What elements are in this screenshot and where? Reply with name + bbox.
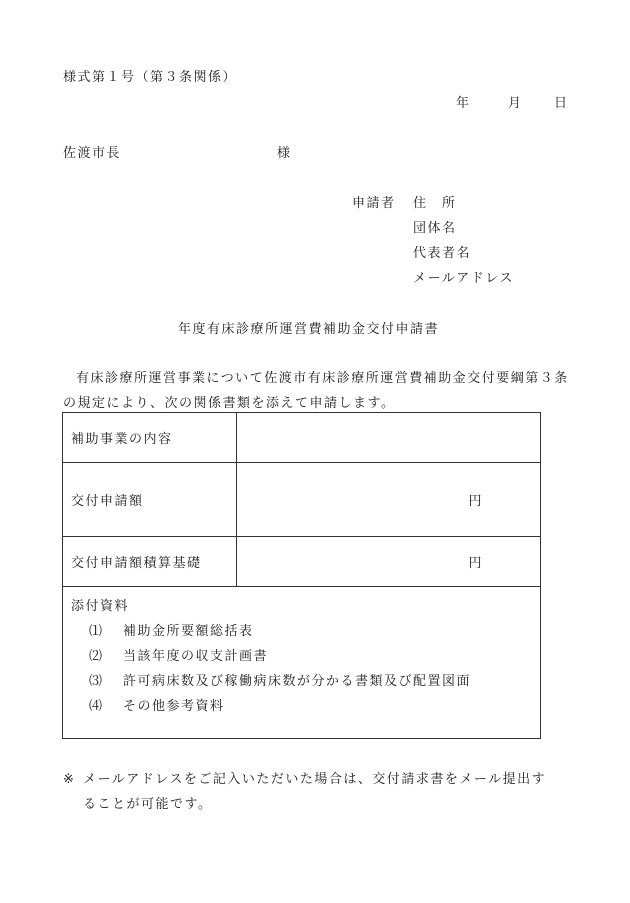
table-row: [63, 537, 541, 587]
applicant-email-label: メールアドレス: [413, 271, 514, 286]
list-item: [89, 645, 268, 664]
date-year-label: 年: [456, 96, 471, 111]
attachment-text: その他参考資料: [123, 699, 225, 714]
attachment-text: 補助金所要額総括表: [123, 624, 254, 639]
attachment-text: 当該年度の収支計画書: [123, 649, 269, 664]
table-row: [63, 413, 541, 463]
recipient-name: 佐渡市長: [63, 146, 122, 161]
application-statement: 有床診療所運営事業について佐渡市有床診療所運営費補助金交付要綱第３条の規定により、次の関係書類を添えて申請します。: [63, 371, 569, 411]
date-month-label: 月: [508, 96, 523, 111]
attachment-number: ⑴: [89, 624, 104, 639]
table-row: [63, 463, 541, 537]
attachment-number: ⑵: [89, 649, 104, 664]
attachment-number: ⑶: [89, 674, 104, 689]
note-mark: ※: [63, 772, 76, 787]
date-line: [456, 92, 569, 111]
applicant-organization-label: 団体名: [413, 221, 457, 236]
table-row: [63, 587, 541, 739]
attachment-text: 許可病床数及び稼働病床数が分かる書類及び配置図面: [123, 674, 472, 689]
amount-basis-label: 交付申請額積算基礎: [63, 537, 237, 587]
form-number: 様式第１号（第３条関係）: [63, 70, 238, 85]
list-item: [89, 695, 225, 714]
project-content-label: 補助事業の内容: [63, 413, 237, 463]
project-content-value: [237, 413, 541, 463]
attachments-cell: [63, 587, 541, 739]
applicant-address-label: 住 所: [413, 196, 457, 211]
application-table: [62, 412, 541, 739]
document-title: 年度有床診療所運営費補助金交付申請書: [178, 322, 440, 337]
list-item: [89, 620, 254, 639]
date-day-label: 日: [554, 96, 569, 111]
attachments-title: 添付資料: [71, 599, 130, 614]
requested-amount-value: 円: [237, 463, 541, 537]
list-item: [89, 670, 471, 689]
note-line-1: メールアドレスをご記入いただいた場合は、交付請求書をメール提出す: [83, 772, 547, 787]
applicant-representative-label: 代表者名: [413, 246, 472, 261]
requested-amount-label: 交付申請額: [63, 463, 237, 537]
amount-basis-value: 円: [237, 537, 541, 587]
note-line-2: ることが可能です。: [83, 797, 213, 812]
attachment-number: ⑷: [89, 699, 104, 714]
recipient-honorific: 様: [277, 146, 292, 161]
email-note: [63, 767, 593, 817]
applicant-label: 申請者: [352, 196, 396, 211]
